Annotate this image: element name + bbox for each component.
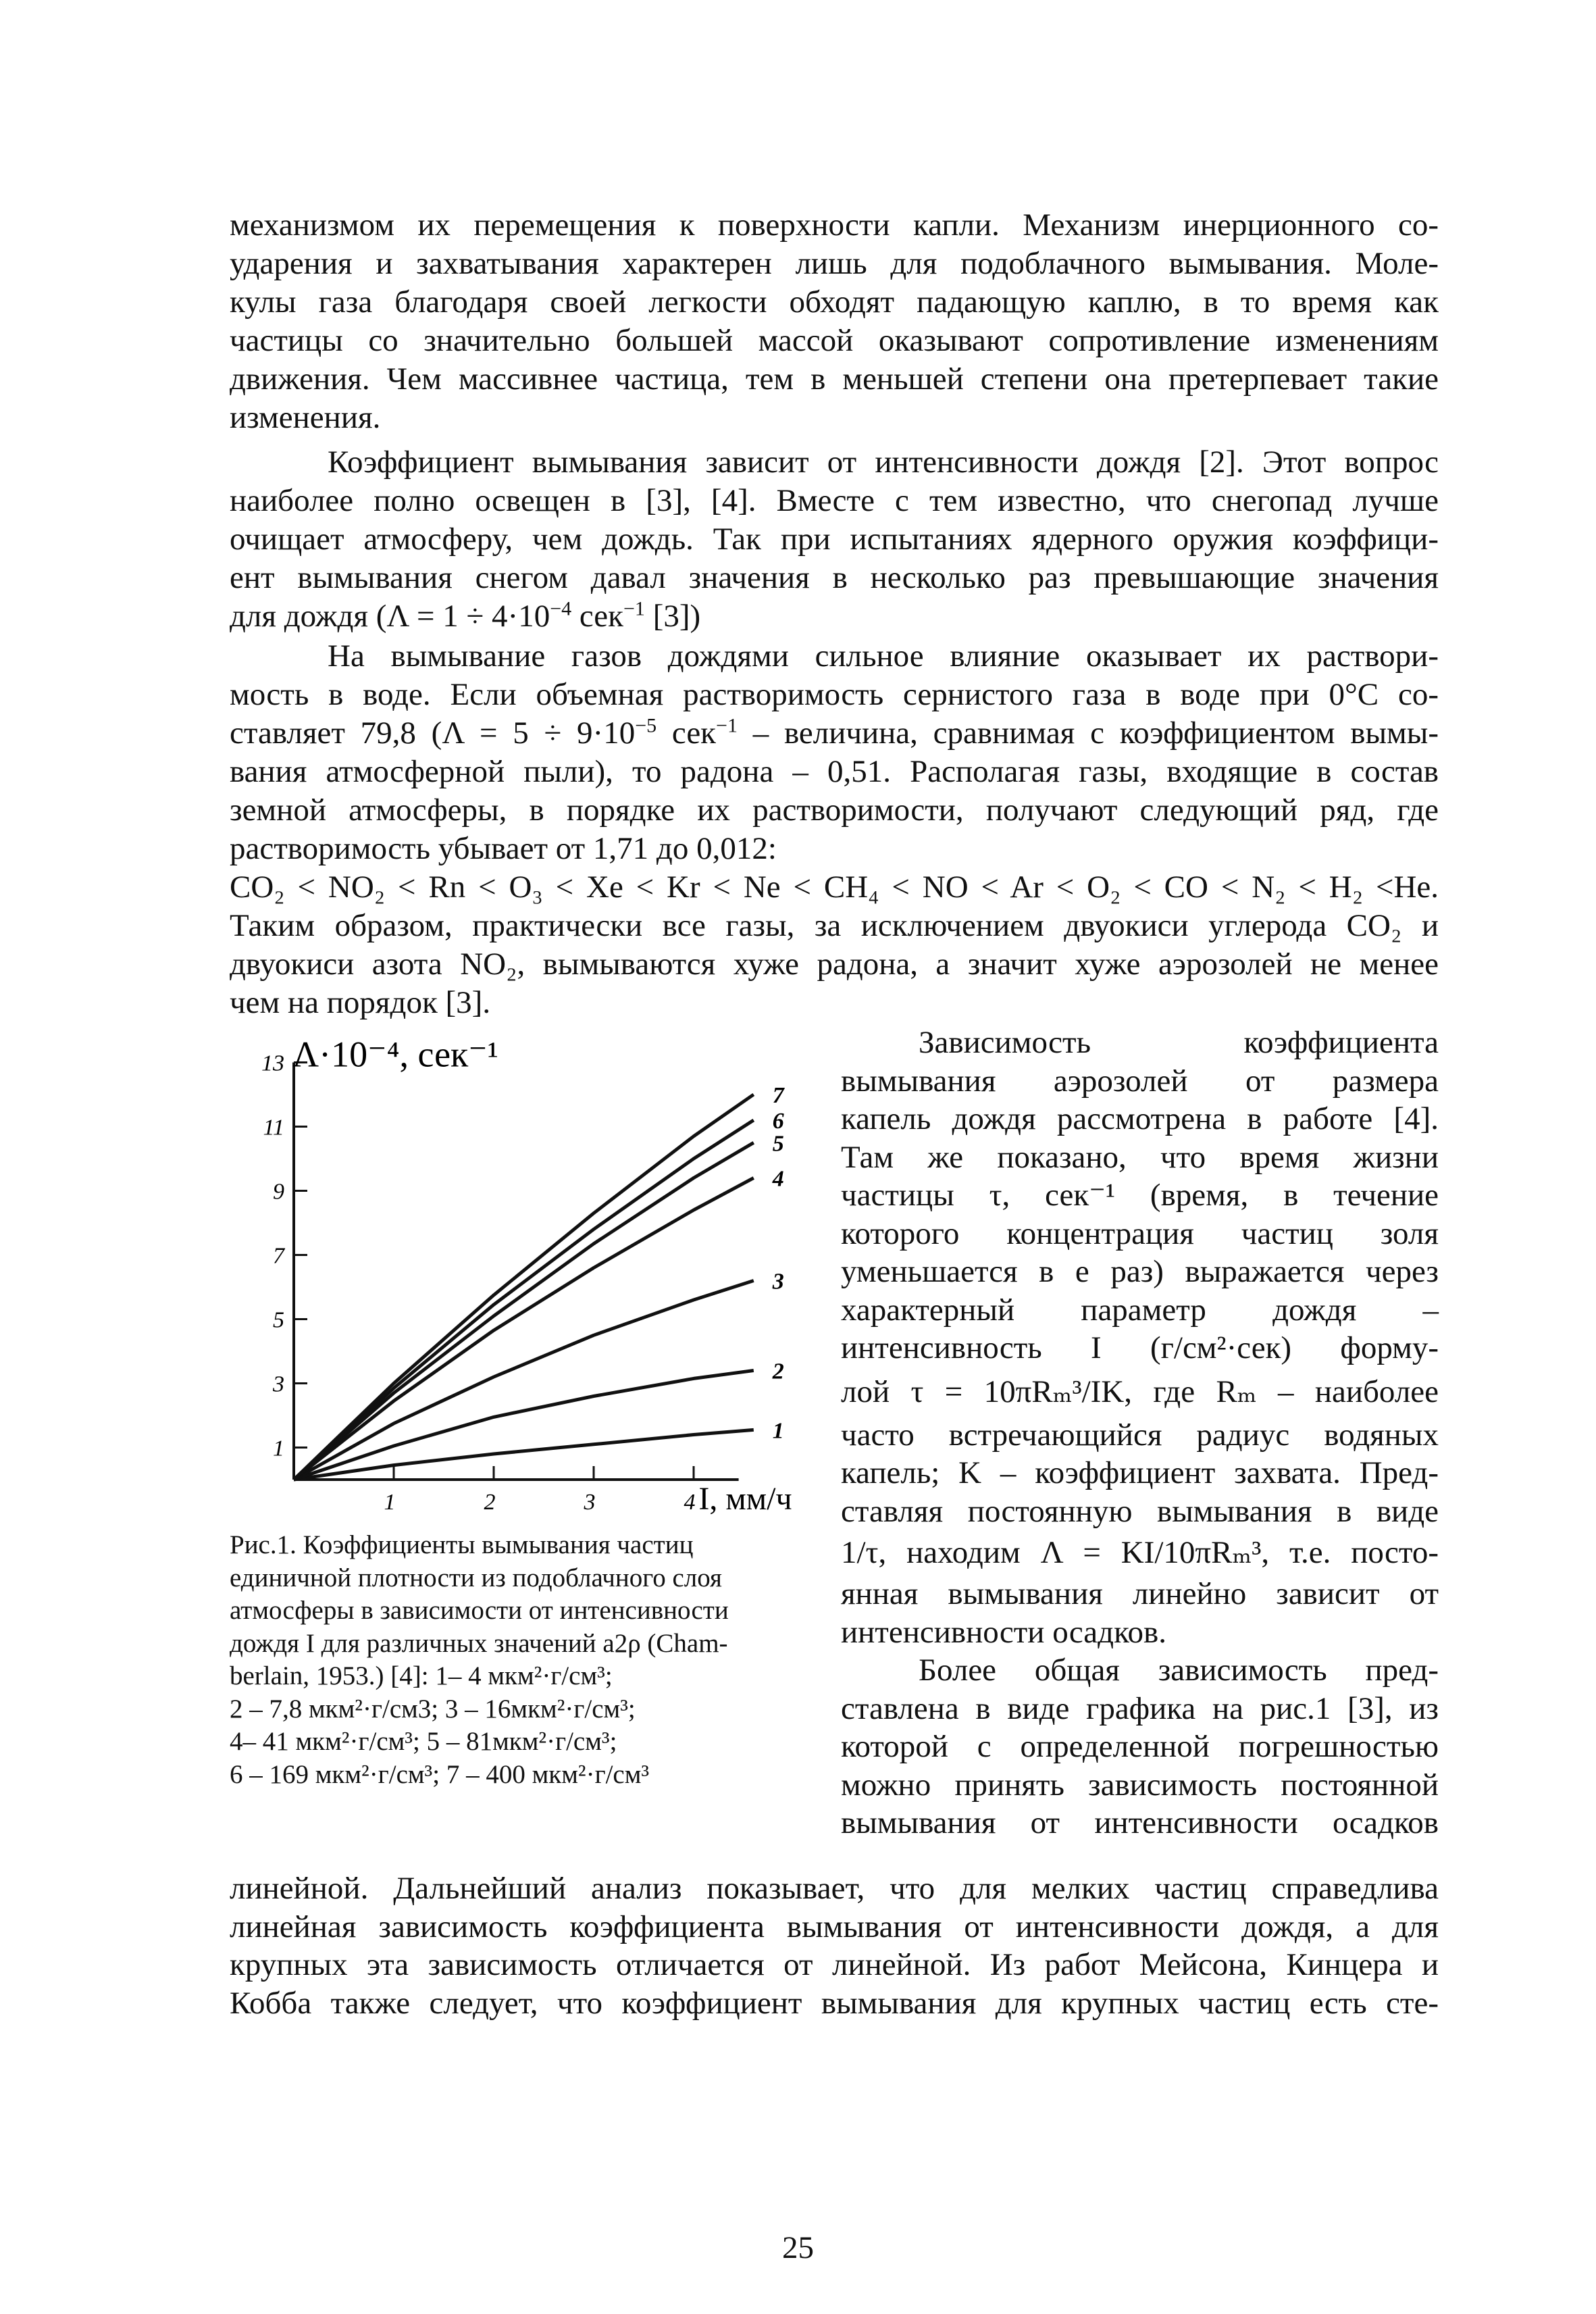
series-label-1: 1 bbox=[772, 1418, 784, 1444]
text-line: интенсивность I (г/см²·сек) форму- bbox=[841, 1330, 1439, 1365]
text-line: наиболее полно освещен в [3], [4]. Вместе с тем известно, что снегопад лучше bbox=[230, 483, 1439, 518]
text-line: линейной. Дальнейший анализ показывает, что для мелких частиц справедлива bbox=[230, 1871, 1439, 1906]
series-label-7: 7 bbox=[772, 1083, 784, 1108]
y-tick-label: 9 bbox=[273, 1179, 284, 1205]
x-tick-label: 1 bbox=[384, 1490, 396, 1515]
series-label-5: 5 bbox=[772, 1131, 784, 1157]
text-line: янная вымывания линейно зависит от bbox=[841, 1576, 1439, 1611]
paragraph-gas-solubility bbox=[230, 637, 1439, 1022]
text-line: изменения. bbox=[230, 400, 381, 435]
text-line: характерный параметр дождя – bbox=[841, 1292, 1439, 1328]
series-label-2: 2 bbox=[772, 1359, 784, 1384]
text-line: растворимость убывает от 1,71 до 0,012: bbox=[230, 831, 777, 866]
text-line: Кобба также следует, что коэффициент вымывания для крупных частиц есть сте- bbox=[230, 1985, 1439, 2021]
x-tick-label: 3 bbox=[584, 1490, 596, 1515]
text-line: чем на порядок [3]. bbox=[230, 985, 491, 1020]
text-line: ставлена в виде графика на рис.1 [3], из bbox=[841, 1690, 1439, 1726]
caption-line: berlain, 1953.) [4]: 1– 4 мкм²·г/см³; bbox=[230, 1661, 613, 1690]
x-tick-label: 2 bbox=[484, 1490, 496, 1515]
y-tick-label: 5 bbox=[273, 1307, 284, 1333]
text-line: ставляя постоянную вымывания в виде bbox=[841, 1493, 1439, 1529]
text-line: ент вымывания снегом давал значения в несколько раз превышающие значения bbox=[230, 560, 1439, 595]
formula-line: лой τ = 10πRₘ³/IK, где Rₘ – наиболее bbox=[841, 1374, 1439, 1409]
caption-line: атмосферы в зависимости от интенсивности bbox=[230, 1596, 729, 1625]
y-tick-label: 13 bbox=[261, 1051, 284, 1076]
y-tick-label: 1 bbox=[273, 1436, 284, 1461]
y-tick-label: 11 bbox=[263, 1115, 284, 1140]
gas-series-line: CO₂ < NO₂ < Rn < O₃ < Xe < Kr < Ne < CH₄ < NO < Ar < O₂ < CO < N₂ < H₂ <He. bbox=[230, 870, 1439, 905]
text-line: вания атмосферной пыли), то радона – 0,51. Располагая газы, входящие в состав bbox=[230, 754, 1439, 789]
text-line: ударения и захватывания характерен лишь для подоблачного вымывания. Моле- bbox=[230, 246, 1439, 281]
figure-caption bbox=[230, 1529, 831, 1791]
text-line: очищает атмосферу, чем дождь. Так при испытаниях ядерного оружия коэффици- bbox=[230, 522, 1439, 557]
text-line: механизмом их перемещения к поверхности капли. Механизм инерционного со- bbox=[230, 207, 1439, 243]
text-line: которого концентрация частиц золя bbox=[841, 1215, 1439, 1251]
x-axis-label: I, мм/ч bbox=[698, 1481, 792, 1517]
caption-line: 4– 41 мкм²·г/см³; 5 – 81мкм²·г/см³; bbox=[230, 1727, 617, 1756]
paragraph-intro bbox=[230, 206, 1439, 437]
y-tick-label: 3 bbox=[273, 1372, 284, 1397]
text-line: Таким образом, практически все газы, за исключением двуокиси углерода CO₂ и bbox=[230, 908, 1439, 943]
paragraph-washout-coefficient bbox=[230, 443, 1439, 636]
text-line: земной атмосферы, в порядке их растворимости, получают следующий ряд, где bbox=[230, 793, 1439, 828]
text-line: для дождя ($\Lambda = 1 \div 4\cdot 10^{-4}$ сек$^{-1}$ [3]) bbox=[230, 597, 701, 634]
text-line: Там же показано, что время жизни bbox=[841, 1139, 1439, 1175]
text-line: которой с определенной погрешностью bbox=[841, 1729, 1439, 1764]
page-number: 25 bbox=[782, 2230, 814, 2265]
text-line: частицы со значительно большей массой оказывают сопротивление изменениям bbox=[230, 323, 1439, 358]
caption-line: единичной плотности из подоблачного слоя bbox=[230, 1563, 722, 1592]
formula-line: 1/τ, находим Λ = KI/10πRₘ³, т.е. посто- bbox=[841, 1535, 1439, 1570]
text-line: Коэффициент вымывания зависит от интенсивности дождя [2]. Этот вопрос bbox=[328, 445, 1439, 480]
text-line: часто встречающийся радиус водяных bbox=[841, 1417, 1439, 1453]
paragraph-conclusion bbox=[230, 1869, 1439, 2022]
text-line: частицы τ, сек⁻¹ (время, в течение bbox=[841, 1178, 1439, 1213]
text-line: вымывания аэрозолей от размера bbox=[841, 1063, 1439, 1099]
caption-line: дождя I для различных значений a2ρ (Cham- bbox=[230, 1628, 728, 1658]
chart-lines bbox=[294, 1095, 754, 1480]
text-line: линейная зависимость коэффициента вымывания от интенсивности дождя, а для bbox=[230, 1909, 1439, 1944]
caption-line: Рис.1. Коэффициенты вымывания частиц bbox=[230, 1530, 694, 1559]
right-column-text bbox=[841, 1024, 1439, 1842]
caption-line: 6 – 169 мкм²·г/см³; 7 – 400 мкм²·г/см³ bbox=[230, 1759, 650, 1789]
text-line: Более общая зависимость пред- bbox=[919, 1653, 1439, 1688]
text-line: капель дождя рассмотрена в работе [4]. bbox=[841, 1101, 1439, 1136]
text-line: На вымывание газов дождями сильное влияние оказывает их раствори- bbox=[328, 638, 1439, 674]
series-label-6: 6 bbox=[772, 1109, 784, 1134]
text-line: можно принять зависимость постоянной bbox=[841, 1767, 1439, 1803]
washout-chart bbox=[223, 1024, 831, 1524]
text-line: мость в воде. Если объемная растворимость сернистого газа в воде при 0°С со- bbox=[230, 677, 1439, 712]
y-tick-label: 7 bbox=[273, 1243, 284, 1269]
series-label-4: 4 bbox=[772, 1166, 784, 1192]
y-axis-label: Λ·10⁻⁴, сек⁻¹ bbox=[292, 1034, 498, 1075]
text-line: двуокиси азота NO₂, вымываются хуже радона, а значит хуже аэрозолей не менее bbox=[230, 947, 1439, 982]
series-label-3: 3 bbox=[772, 1269, 784, 1294]
x-tick-label: 4 bbox=[684, 1490, 696, 1515]
text-line: крупных эта зависимость отличается от линейной. Из работ Мейсона, Кинцера и bbox=[230, 1947, 1439, 1983]
text-line: вымывания от интенсивности осадков bbox=[841, 1805, 1439, 1840]
text-line: интенсивности осадков. bbox=[841, 1614, 1166, 1650]
text-line: Зависимость коэффициента bbox=[919, 1025, 1439, 1060]
text-line: кулы газа благодаря своей легкости обходят падающую каплю, в то время как bbox=[230, 284, 1439, 320]
caption-line: 2 – 7,8 мкм²·г/см3; 3 – 16мкм²·г/см³; bbox=[230, 1694, 636, 1724]
text-line: движения. Чем массивнее частица, тем в меньшей степени она претерпевает такие bbox=[230, 361, 1439, 397]
text-line: уменьшается в e раз) выражается через bbox=[841, 1254, 1439, 1289]
text-line: ставляет 79,8 ($\Lambda = 5 \div 9\cdot 10^{-5}$ сек$^{-1}$ – величина, сравнимая с коэффициентом вымы- bbox=[230, 714, 1439, 751]
text-line: капель; K – коэффициент захвата. Пред- bbox=[841, 1455, 1439, 1490]
